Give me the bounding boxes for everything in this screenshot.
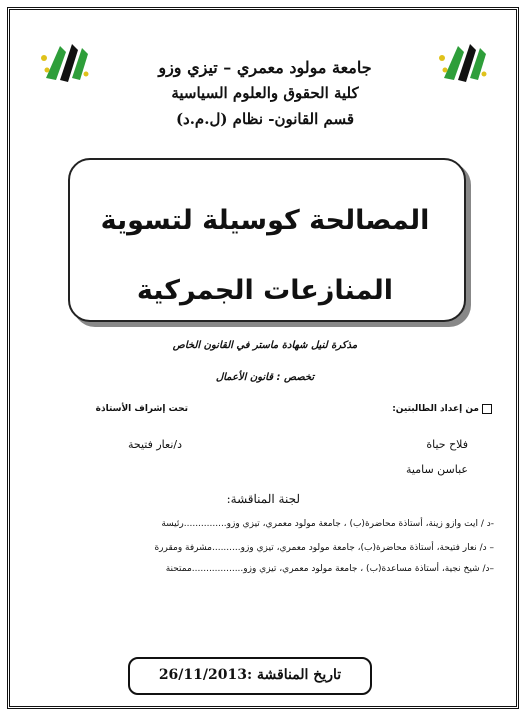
title-line-1: المصالحة كوسيلة لتسوية xyxy=(100,205,430,236)
student-name-1: فلاح حياة xyxy=(426,438,468,451)
supervisor-name: د/نعار فتيحة xyxy=(127,438,182,451)
title-line-2: المنازعات الجمركية xyxy=(136,275,394,306)
faculty-name: كلية الحقوق والعلوم السياسية xyxy=(171,84,359,102)
university-name: جامعة مولود معمري – تيزي وزو xyxy=(158,58,372,77)
memo-note: مذكرة لنيل شهادة ماستر في القانون الخاص xyxy=(172,340,358,351)
student-name-2: عباسن سامية xyxy=(406,463,468,476)
jury-member-1: -د / ايت وازو زينة، أستاذة محاضرة(ب) ، جامعة مولود معمري، تيزي وزو...............رئيسة xyxy=(161,519,494,529)
prepared-by xyxy=(392,404,492,414)
department-name: قسم القانون- نظام (ل.م.د) xyxy=(175,110,355,128)
prepared-by-label: من إعداد الطالبتين: xyxy=(392,404,479,414)
jury-title: لجنة المناقشة: xyxy=(226,492,300,506)
jury-member-3: –د/ شيخ نجية، أستاذة مساعدة(ب) ، جامعة مولود معمري، تيزي وزو..................ممتحنة xyxy=(165,564,494,574)
supervisor-label: تحت إشراف الأستاذة xyxy=(95,404,188,414)
checkbox-icon xyxy=(482,404,492,414)
discussion-date: تاريخ المناقشة :26/11/2013 xyxy=(158,667,342,683)
jury-member-2: – د/ نعار فتيحة، أستاذة محاضرة(ب)، جامعة مولود معمري، تيزي وزو..........مشرفة ومقررة xyxy=(154,543,494,553)
specialization: تخصص : قانون الأعمال xyxy=(215,372,315,383)
